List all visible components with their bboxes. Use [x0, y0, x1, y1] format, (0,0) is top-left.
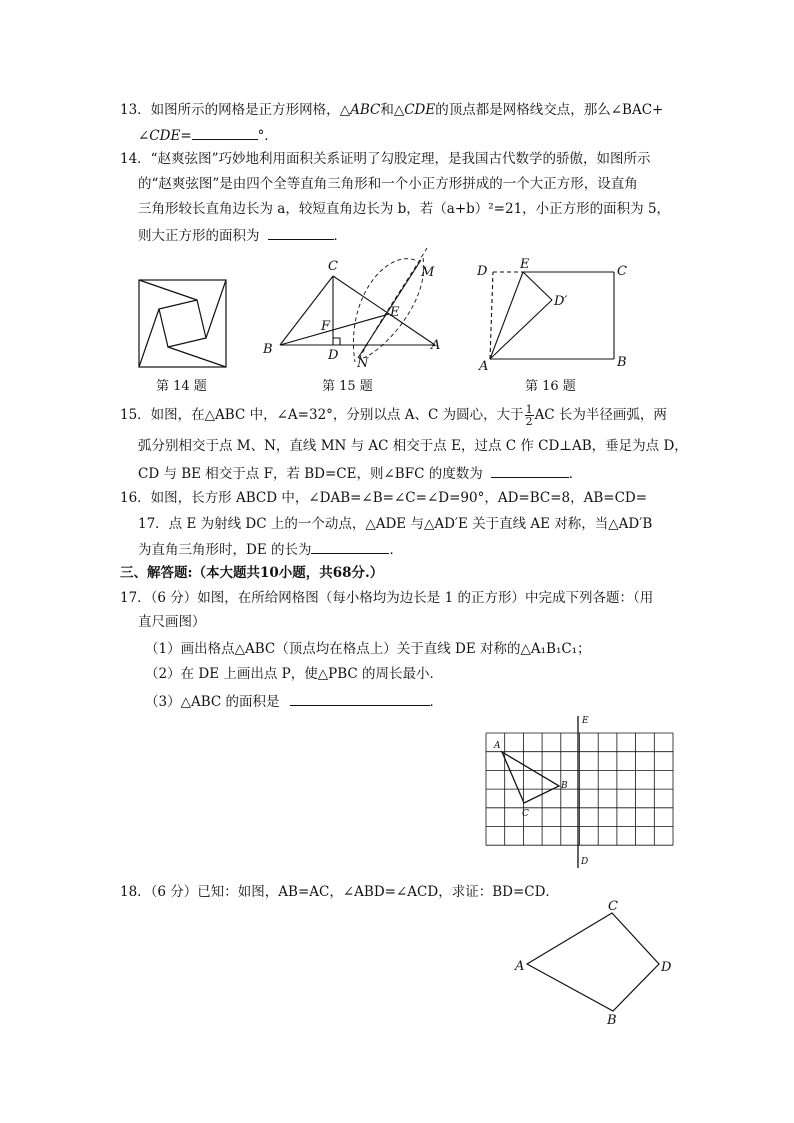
q17-item2: （2）在 DE 上画出点 P，使△PBC 的周长最小．	[145, 666, 443, 682]
q15-fraction	[525, 404, 534, 427]
q18-label-c: C	[608, 899, 618, 914]
fig14-triangle-side	[139, 309, 159, 367]
fig14-outer-square	[139, 280, 226, 367]
section-3-heading: 三、解答题:（本大题共10小题，共68分.）	[120, 565, 384, 581]
fig16-label-b: B	[617, 355, 627, 370]
fig16-segment-ae	[490, 272, 523, 359]
q15-answer-blank[interactable]	[491, 463, 569, 478]
fig16-label-e: E	[520, 258, 530, 272]
q13-text-b: 和	[380, 102, 394, 118]
fig16-label-d: D	[477, 264, 488, 279]
q16-line3	[138, 539, 403, 559]
fig15-label-a: A	[431, 338, 441, 353]
q17-item1: （1）画出格点△ABC（顶点均在格点上）关于直线 DE 对称的△A₁B₁C₁；	[145, 641, 591, 657]
q13-line1	[120, 101, 663, 119]
fig15-label-b: B	[263, 342, 273, 357]
q18-quadrilateral-figure	[512, 896, 682, 1030]
q14-answer-blank[interactable]	[268, 225, 334, 240]
q15-fraction-numerator: 1	[525, 403, 533, 416]
q13-text-a: 13．如图所示的网格是正方形网格，	[120, 102, 340, 118]
fig16-label-a: A	[479, 359, 489, 374]
q16-line1: 16．如图，长方形 ABCD 中，∠DAB=∠B=∠C=∠D=90°，AD=BC=8，AB=CD=	[120, 490, 648, 506]
fig16-rectangle-diagram	[475, 258, 635, 376]
fig15-label-f: F	[321, 319, 331, 334]
fig16-segment-ad-prime	[490, 300, 552, 359]
q18-label-b: B	[607, 1013, 617, 1028]
q17-item3	[145, 691, 443, 711]
q17-answer-blank[interactable]	[290, 691, 430, 706]
q15-line1	[120, 404, 667, 427]
q17-label-d: D	[581, 857, 589, 867]
q16-answer-blank[interactable]	[311, 539, 389, 554]
q15-line3-text: CD 与 BE 相交于点 F，若 BD=CE，则∠BFC 的度数为	[138, 466, 483, 482]
q13-text-c: 的顶点都是网格线交点，那么∠BAC+	[435, 102, 664, 118]
q15-line3-end: ．	[568, 466, 583, 482]
fig16-label-d-prime: D′	[554, 294, 568, 309]
q17-line1: 17．（6 分）如图，在所给网格图（每小格均为边长是 1 的正方形）中完成下列各题：（用	[120, 590, 654, 606]
q15-line3	[138, 463, 582, 483]
q13-triangle-cde: △CDE	[393, 102, 436, 118]
q17-label-c: C	[522, 809, 529, 819]
q17-grid-figure	[484, 712, 680, 870]
fig16-side-ad	[490, 272, 493, 359]
q13-line2	[138, 125, 278, 145]
fig16-label-c: C	[617, 264, 627, 279]
q17-item3-end: ．	[429, 694, 444, 710]
q14-line4-end: ．	[333, 228, 347, 244]
q15-line2: 弧分别相交于点 M、N，直线 MN 与 AC 相交于点 E，过点 C 作 CD⊥AB，垂足为点 D，	[138, 438, 688, 454]
fig16-segment-ed-prime	[523, 272, 552, 300]
q15-fraction-denominator: 2	[525, 415, 533, 428]
q17-line2: 直尺画图）	[138, 614, 206, 630]
fig14-triangle-side	[206, 280, 226, 338]
fig14-triangle-side	[168, 347, 226, 367]
q13-triangle-abc: △ABC	[339, 102, 381, 118]
q17-item3-text: （3）△ABC 的面积是	[145, 694, 280, 710]
fig15-side-bc	[280, 276, 333, 345]
q16-line3-text: 为直角三角形时，DE 的长为	[138, 542, 312, 558]
fig15-label-n: N	[357, 356, 369, 371]
q15-text-b: AC 长为半径画弧，两	[534, 407, 667, 423]
fig15-right-angle-mark	[333, 338, 340, 345]
caption-fig15: 第 15 题	[322, 379, 373, 394]
fig14-zhao-shuang-diagram	[137, 278, 229, 370]
q14-line4-text: 则大正方形的面积为	[138, 228, 260, 244]
fig15-label-d: D	[328, 348, 339, 363]
q15-text-a: 15．如图，在△ABC 中，∠A=32°，分别以点 A、C 为圆心，大于	[120, 407, 524, 423]
q17-label-b: B	[561, 781, 568, 791]
q13-degree-end: °．	[257, 128, 278, 144]
fig15-triangle-diagram	[255, 240, 455, 375]
q17-triangle-abc	[502, 752, 559, 803]
fig15-side-ca	[333, 276, 435, 345]
fig14-triangle-side	[139, 280, 197, 300]
q18-label-d: D	[661, 960, 672, 975]
q18-line1: 18．（6 分）已知：如图，AB=AC，∠ABD=∠ACD，求证：BD=CD．	[120, 884, 559, 900]
fig15-label-m: M	[421, 265, 435, 280]
q18-quadrilateral-acdb	[527, 913, 659, 1011]
q14-line2: 的“赵爽弦图”是由四个全等直角三角形和一个小正方形拼成的一个大正方形，设直角	[138, 176, 638, 192]
q16-line2: 17．点 E 为射线 DC 上的一个动点，△ADE 与△AD′E 关于直线 AE 对称，当△AD′B	[138, 516, 653, 532]
q13-angle-cde: ∠CDE=	[138, 128, 192, 144]
fig15-label-c: C	[328, 259, 338, 274]
fig15-segment-be	[280, 314, 389, 345]
q17-label-e: E	[582, 716, 589, 726]
fig15-label-e: E	[390, 305, 400, 320]
fig14-inner-square	[159, 300, 206, 347]
q14-line3: 三角形较长直角边长为 a，较短直角边长为 b，若（a+b）²=21，小正方形的面积为 5，	[138, 201, 671, 217]
q17-label-a: A	[494, 741, 501, 751]
q18-label-a: A	[515, 959, 525, 974]
q14-line1: 14．“赵爽弦图”巧妙地利用面积关系证明了勾股定理，是我国古代数学的骄傲，如图所示	[120, 151, 651, 167]
caption-fig14: 第 14 题	[156, 379, 207, 394]
caption-fig16: 第 16 题	[525, 379, 576, 394]
q17-grid-lines	[486, 733, 673, 845]
q16-line3-end: ．	[389, 542, 403, 558]
q13-answer-blank[interactable]	[192, 125, 258, 140]
